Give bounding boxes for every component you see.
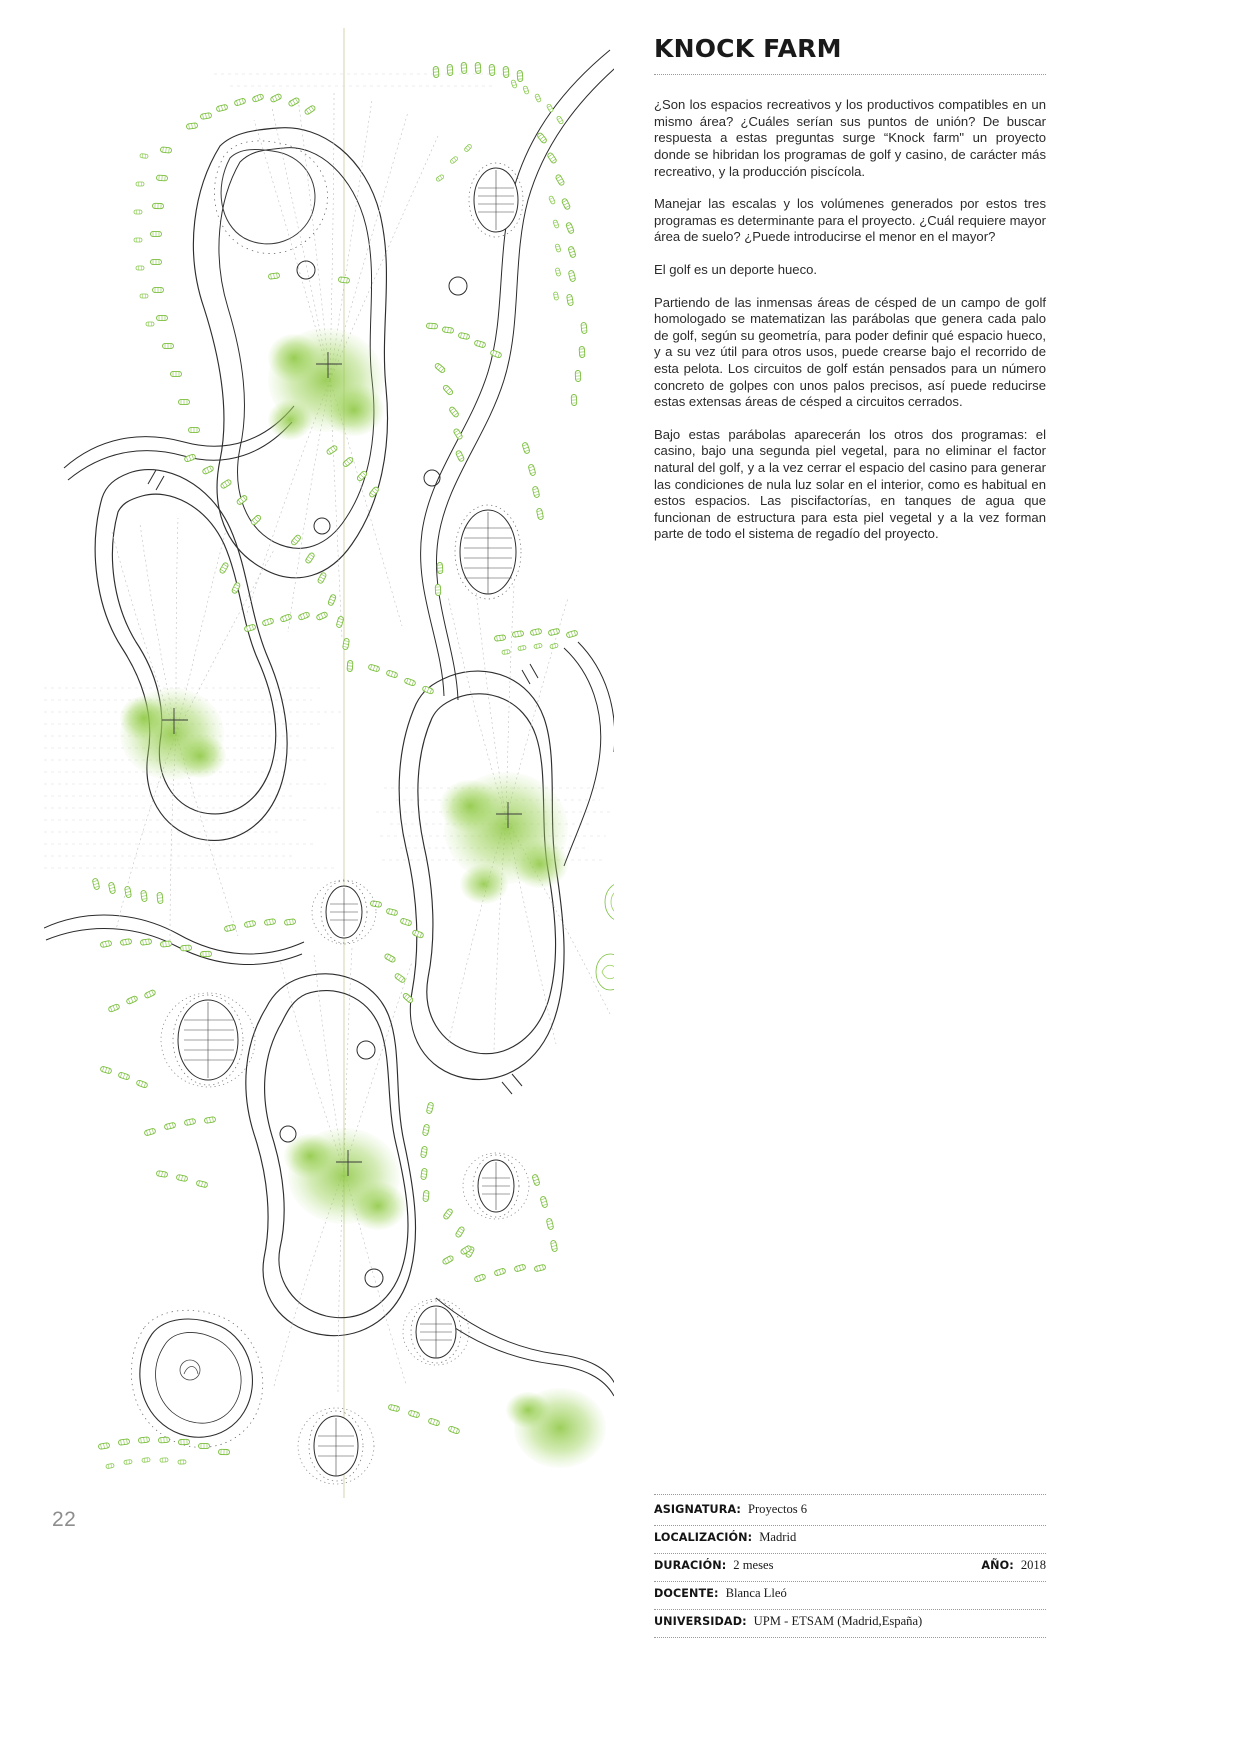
pavilion-oval-3 <box>173 995 243 1085</box>
meta-label-asignatura: ASIGNATURA: <box>654 1503 741 1516</box>
meta-value-universidad: UPM - ETSAM (Madrid,España) <box>753 1614 923 1628</box>
tree-canopy-cluster-5 <box>506 1388 606 1468</box>
pond-dot-ring-top <box>214 141 327 254</box>
page-number: 22 <box>52 1508 77 1531</box>
pavilion-oval-4 <box>321 881 367 943</box>
meta-label-localizacion: LOCALIZACIÓN: <box>654 1531 753 1544</box>
table-row <box>654 1526 1046 1554</box>
project-text-panel <box>654 36 1046 543</box>
paragraph-1: ¿Son los espacios recreativos y los productivos compatibles en un mismo área? ¿Cuáles serían sus puntos de unión? De buscar respuesta a estas preguntas surge “Knock farm" un proyecto donde se hibridan los programas de golf y casino, de carácter más recreativo, y la producción piscícola. <box>654 97 1046 179</box>
pavilion-oval-1 <box>469 163 523 237</box>
pavilion-oval-2 <box>455 505 521 599</box>
pavilion-oval-7 <box>309 1411 363 1481</box>
title-divider <box>654 74 1046 75</box>
paragraph-3: El golf es un deporte hueco. <box>654 262 818 277</box>
meta-value-docente: Blanca Lleó <box>725 1586 787 1600</box>
paragraph-4: Partiendo de las inmensas áreas de césped de un campo de golf homologado se matematizan las parábolas que genera cada palo de golf, según su geometría, para poder definir qué espacio hueco, y a su vez útil para otros usos, puede crearse bajo el recorrido de esta pelota. Los circuitos de golf están pensados para un número concreto de golpes con unos palos precisos, así puede reducirse estas extensas áreas de césped a circuitos cerrados. <box>654 294 1046 410</box>
site-plan-svg <box>44 28 614 1498</box>
meta-label-docente: DOCENTE: <box>654 1587 719 1600</box>
pavilion-oval-5 <box>473 1155 519 1217</box>
pond-outline-top <box>221 150 315 244</box>
project-description <box>654 97 1046 543</box>
pond-dot-ring-bottom <box>131 1310 262 1447</box>
paragraph-5: Bajo estas parábolas aparecerán los otros dos programas: el casino, bajo una segunda piel vegetal, para no eliminar el factor natural del golf, y a la vez cerrar el espacio del casino para generar las condiciones de nula luz solar en el interior, como es habitual en estos espacios. Las piscifactorías, en tanques de agua que funcionan de estructura para esta piel vegetal y a la vez forman parte de todo el sistema de regadío del proyecto. <box>654 426 1046 542</box>
tree-canopy-cluster-1 <box>268 328 384 440</box>
page-title: KNOCK FARM <box>654 34 842 63</box>
meta-label-universidad: UNIVERSIDAD: <box>654 1615 747 1628</box>
golf-green-outline-2 <box>95 470 287 841</box>
meta-label-duracion: DURACIÓN: <box>654 1559 727 1572</box>
rosette-symbols <box>596 883 614 990</box>
paragraph-2: Manejar las escalas y los volúmenes generados por estos tres programas es determinante para el proyecto. ¿Cuál requiere mayor área de suelo? ¿Puede introducirse el menor en el mayor? <box>654 196 1046 245</box>
tree-canopy-cluster-2 <box>120 688 226 780</box>
tree-canopy-cluster-4 <box>284 1128 406 1230</box>
table-row <box>654 1582 1046 1610</box>
meta-label-ano: AÑO: <box>981 1559 1014 1572</box>
pavilion-oval-6 <box>411 1301 461 1363</box>
site-plan-drawing <box>44 28 614 1498</box>
meta-value-duracion: 2 meses <box>733 1558 774 1572</box>
table-row <box>654 1494 1046 1526</box>
table-row <box>654 1554 1046 1582</box>
tree-canopy-cluster-3 <box>440 772 568 904</box>
meta-value-localizacion: Madrid <box>759 1530 797 1544</box>
meta-value-asignatura: Proyectos 6 <box>747 1502 808 1516</box>
table-row <box>654 1610 1046 1638</box>
project-metadata-table <box>654 1494 1046 1638</box>
pond-marker-bottom <box>180 1360 200 1380</box>
meta-value-ano: 2018 <box>1020 1558 1046 1572</box>
